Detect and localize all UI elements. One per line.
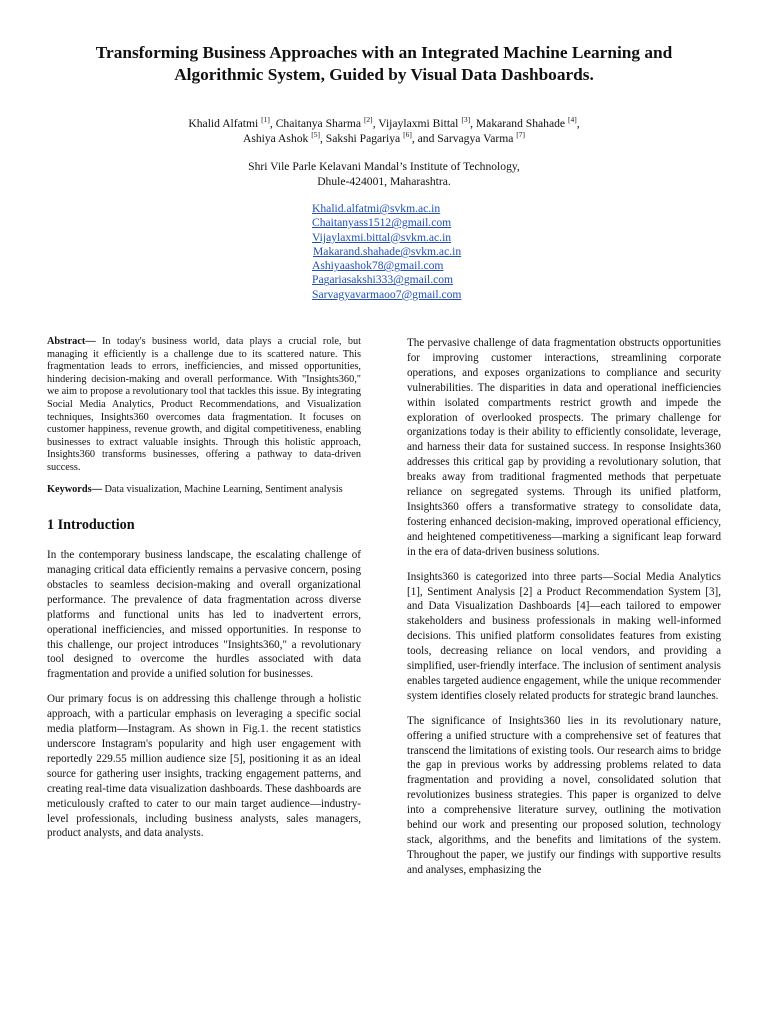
author-ref: [2] (363, 115, 373, 124)
author-ref: [4] (567, 115, 577, 124)
body-paragraph: In the contemporary business landscape, the escalating challenge of managing critical data efficiently remains a pervasive concern, posing obstacles to seamless decision-making and overall organizational performance. The prevalence of data fragmentation across diverse platforms and functional units has led to inadvertent errors, operational inefficiencies, and missed opportunities. In response to this challenge, our project introduces "Insights360," a revolutionary tool designed to overcome the hurdles associated with data fragmentation and provide a unified solution for businesses. (47, 549, 361, 681)
affiliation (60, 159, 708, 189)
author-ref: [6] (403, 130, 412, 139)
author-name: Ashiya Ashok (242, 132, 309, 145)
affiliation-line: Dhule-424001, Maharashtra. (317, 175, 451, 188)
author-ref: [1] (261, 115, 270, 124)
body-paragraph: Insights360 is categorized into three parts—Social Media Analytics [1], Sentiment Analysis [2] a Product Recommendation System [3], and Data Visualization Dashboards [4]—each tailored to empower stakeholders and business professionals in making well-informed decisions. This unified platform consolidates features from existing tools, decreasing reliance on local vendors, and providing a simplified, user-friendly interface. The inclusion of sentiment analysis enables targeted audience engagement, while the unique recommender system identifies closely related products for strategic brand launches. (407, 570, 721, 702)
author-ref: [5] (311, 130, 320, 139)
email-list (312, 202, 461, 302)
email-link[interactable]: Makarand.shahade@svkm.ac.in (313, 244, 462, 258)
left-column (47, 336, 361, 851)
author-name: Sakshi Pagariya (325, 132, 401, 145)
abstract-label: Abstract— (47, 336, 96, 347)
email-link[interactable]: Ashiyaashok78@gmail.com (312, 259, 444, 273)
right-column (407, 336, 721, 888)
keywords (47, 484, 361, 497)
author-name: Khalid Alfatmi (188, 117, 259, 130)
author-name: Sarvagya Varma (437, 132, 514, 145)
author-list: Khalid Alfatmi [1], Chaitanya Sharma [2], Vijaylaxmi Bittal [3], Makarand Shahade [4], Ashiya Ashok [5], Sakshi Pagariya [6], and Sarvagya Varma [7] (188, 115, 580, 145)
email-link[interactable]: Khalid.alfatmi@svkm.ac.in (312, 202, 441, 215)
abstract-text: In today's business world, data plays a crucial role, but managing it efficiently is a challenge due to its scattered nature. This fragmentation leads to errors, inefficiencies, and missed opportunities, hindering decision-making and overall performance. With "Insights360," we aim to propose a revolutionary tool that tackles this issue. By integrating Social Media Analytics, Product Recommendations, and Visualization techniques, Insights360 overcomes data fragmentation. It focuses on customer happiness, revenue growth, and digital competitiveness, enabling businesses to extract valuable insights. Through this holistic approach, Insights360 transforms businesses, offering a pathway to data-driven success. (47, 336, 361, 473)
author-name: Makarand Shahade (475, 117, 566, 130)
author-name: Vijaylaxmi Bittal (378, 117, 459, 130)
abstract (47, 336, 361, 475)
email-link[interactable]: Chaitanyass1512@gmail.com (312, 216, 452, 230)
keywords-text: Data visualization, Machine Learning, Sentiment analysis (101, 483, 343, 495)
email-link[interactable]: Pagariasakshi333@gmail.com (312, 273, 454, 287)
keywords-label: Keywords— (47, 483, 102, 495)
paper-title: Transforming Business Approaches with an Integrated Machine Learning and Algorithmic System, Guided by Visual Data Dashboards. (95, 43, 673, 84)
author-ref: [7] (516, 130, 526, 139)
email-link[interactable]: Sarvagyavarmaoo7@gmail.com (312, 287, 462, 301)
affiliation-line: Shri Vile Parle Kelavani Mandal’s Institute of Technology, (248, 160, 520, 173)
section-heading: 1 Introduction (47, 517, 135, 534)
author-ref: [3] (461, 115, 471, 124)
author-name: Chaitanya Sharma (275, 117, 362, 130)
body-paragraph: Our primary focus is on addressing this challenge through a holistic approach, with a particular emphasis on leveraging a specific social media platform—Instagram. As shown in Fig.1. the recent statistics underscore Instagram's popularity and high user engagement with reportedly 229.55 million audience size [5], positioning it as an ideal source for gathering user insights, tracking engagement patterns, and creating real-time data visualization dashboards. These dashboards are meticulously crafted to cater to our main target audience—industry-level professionals, including business analysts, sales managers, product analysts, and data analysts. (47, 693, 361, 840)
body-paragraph: The pervasive challenge of data fragmentation obstructs opportunities for improving customer interactions, streamlining corporate operations, and exposes organizations to compliance and security vulnerabilities. The disparities in data and operational inefficiencies within isolated compartments restrict growth and impede the exploration of overlooked prospects. The primary challenge for organizations today is their ability to efficiently consolidate, leverage, and harness their data for sustained success. In response Insights360 addresses this critical gap by providing a revolutionary solution, that breaks away from traditional fragmented methods that perpetuate reliance on segregated systems. Through its unified platform, Insights360 offers a transformative strategy to consolidate data, fostering enhanced decision-making, improved operational efficiency, and heightened competitiveness—marking a significant leap forward in the era of data-driven business solutions. (407, 337, 721, 558)
body-paragraph: The significance of Insights360 lies in its revolutionary nature, offering a unified structure with a comprehensive set of features that transcend the limitations of existing tools. Our research aims to bridge the gap in previous works by addressing problems related to data fragmentation and providing a novel, consolidated solution that revolutionizes business strategies. This paper is organized to delve into a comprehensive literature survey, outlining the motivation behind our work and presenting our proposed solution, technology stack, algorithms, and the benefits and limitations of the system. Throughout the paper, we justify our findings with supportive results and analyses, emphasizing the (407, 714, 721, 876)
email-link[interactable]: Vijaylaxmi.bittal@svkm.ac.in (312, 230, 452, 244)
